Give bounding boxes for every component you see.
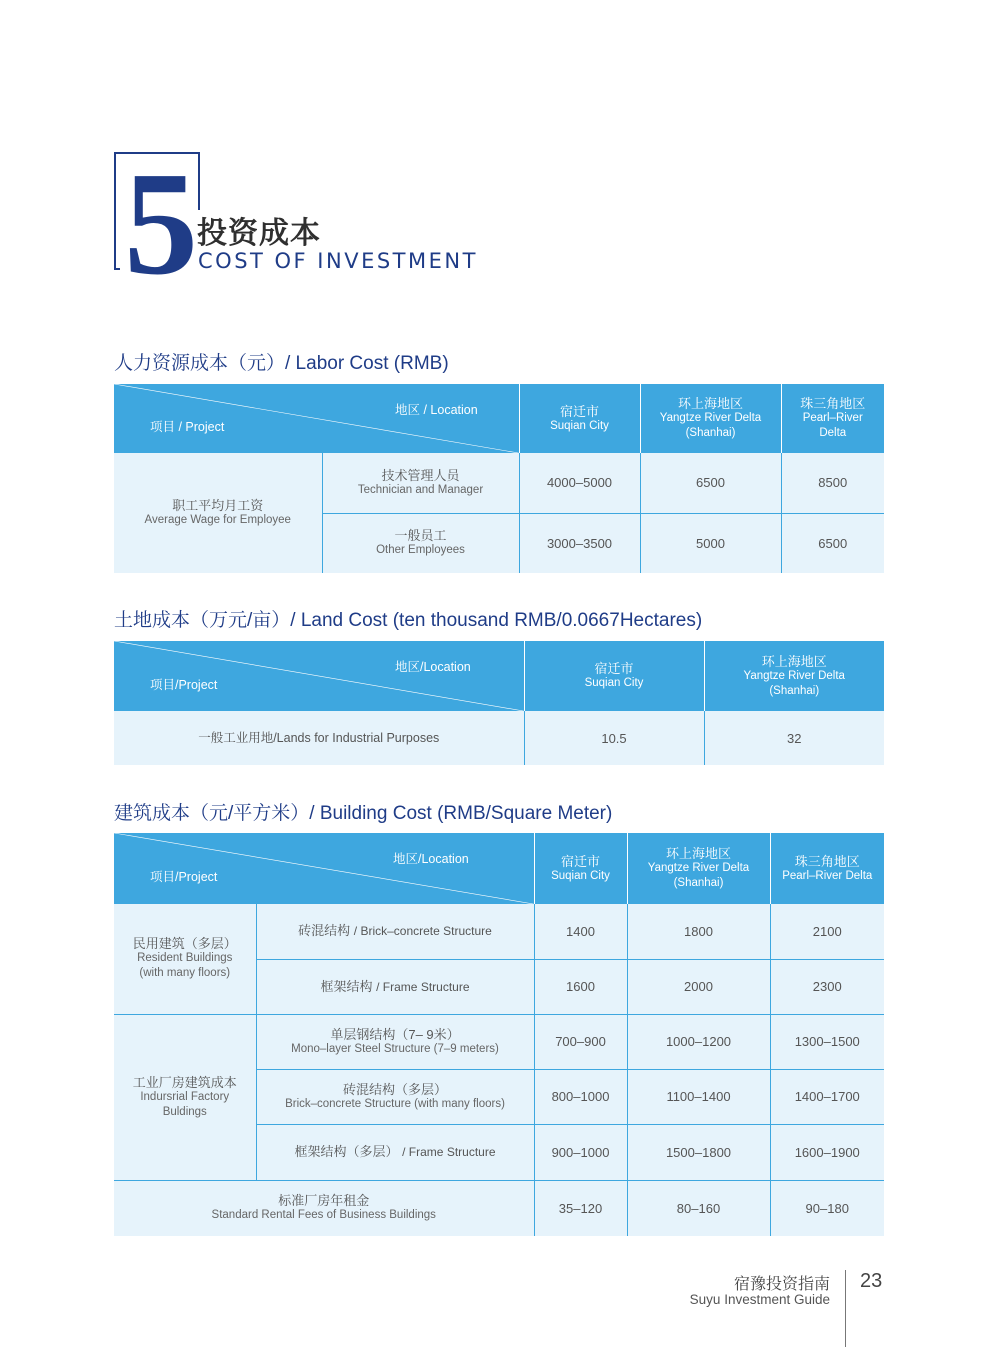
footer-divider xyxy=(845,1270,846,1347)
value-cell: 2000 xyxy=(627,959,770,1014)
value-cell: 35–120 xyxy=(534,1180,627,1236)
value-cell: 2100 xyxy=(770,904,884,959)
building-cost-table xyxy=(114,833,884,1236)
row-label: 一般员工 Other Employees xyxy=(322,513,519,573)
value-cell: 1600 xyxy=(534,959,627,1014)
value-cell: 32 xyxy=(704,711,884,765)
row-label: 标准厂房年租金 Standard Rental Fees of Business Buildings xyxy=(114,1180,534,1236)
row-group-label: 民用建筑（多层） Resident Buildings (with many floors) xyxy=(114,904,256,1014)
table-row xyxy=(114,904,884,959)
col-header-pearl: 珠三角地区 Pearl–River Delta xyxy=(770,833,884,904)
row-group-label: 职工平均月工资 Average Wage for Employee xyxy=(114,453,322,573)
diagonal-line xyxy=(114,384,519,453)
value-cell: 2300 xyxy=(770,959,884,1014)
land-header-diagonal xyxy=(114,641,524,711)
row-label: 砖混结构 / Brick–concrete Structure xyxy=(256,904,534,959)
chapter-title-cn: 投资成本 xyxy=(197,217,321,250)
value-cell: 1400 xyxy=(534,904,627,959)
diagonal-line xyxy=(114,641,524,711)
location-label: 地区/Location xyxy=(395,660,471,674)
value-cell: 800–1000 xyxy=(534,1069,627,1124)
value-cell: 10.5 xyxy=(524,711,704,765)
building-cost-title: 建筑成本（元/平方米）/ Building Cost (RMB/Square Meter) xyxy=(114,803,613,824)
col-header-yangtze: 环上海地区 Yangtze River Delta (Shanhai) xyxy=(704,641,884,711)
building-header-diagonal xyxy=(114,833,534,904)
diagonal-line xyxy=(114,833,534,904)
row-group-label: 工业厂房建筑成本 Indursrial Factory Buldings xyxy=(114,1014,256,1180)
row-label: 技术管理人员 Technician and Manager xyxy=(322,453,519,513)
value-cell: 80–160 xyxy=(627,1180,770,1236)
value-cell: 700–900 xyxy=(534,1014,627,1069)
table-row xyxy=(114,1180,884,1236)
table-row xyxy=(114,453,884,513)
location-label: 地区/Location xyxy=(393,852,469,866)
value-cell: 900–1000 xyxy=(534,1124,627,1180)
location-label: 地区 / Location xyxy=(395,403,478,417)
value-cell: 1300–1500 xyxy=(770,1014,884,1069)
col-header-suqian: 宿迁市 Suqian City xyxy=(524,641,704,711)
footer-title-en: Suyu Investment Guide xyxy=(689,1292,830,1307)
value-cell: 1600–1900 xyxy=(770,1124,884,1180)
table-row xyxy=(114,1014,884,1069)
row-label: 单层钢结构（7– 9米） Mono–layer Steel Structure (7–9 meters) xyxy=(256,1014,534,1069)
row-label: 砖混结构（多层） Brick–concrete Structure (with many floors) xyxy=(256,1069,534,1124)
value-cell: 4000–5000 xyxy=(519,453,640,513)
col-header-pearl: 珠三角地区 Pearl–River Delta xyxy=(781,384,884,453)
row-label: 一般工业用地/Lands for Industrial Purposes xyxy=(114,711,524,765)
value-cell: 6500 xyxy=(781,513,884,573)
col-header-yangtze: 环上海地区 Yangtze River Delta (Shanhai) xyxy=(640,384,781,453)
value-cell: 5000 xyxy=(640,513,781,573)
value-cell: 90–180 xyxy=(770,1180,884,1236)
value-cell: 1800 xyxy=(627,904,770,959)
value-cell: 1000–1200 xyxy=(627,1014,770,1069)
labor-cost-title: 人力资源成本（元）/ Labor Cost (RMB) xyxy=(114,353,449,374)
labor-header-diagonal xyxy=(114,384,519,453)
value-cell: 1400–1700 xyxy=(770,1069,884,1124)
chapter-number: 5 xyxy=(124,142,198,306)
land-cost-title: 土地成本（万元/亩）/ Land Cost (ten thousand RMB/0.0667Hectares) xyxy=(114,610,703,631)
table-row xyxy=(114,711,884,765)
value-cell: 6500 xyxy=(640,453,781,513)
col-header-yangtze: 环上海地区 Yangtze River Delta (Shanhai) xyxy=(627,833,770,904)
col-header-suqian: 宿迁市 Suqian City xyxy=(534,833,627,904)
labor-cost-table xyxy=(114,384,884,573)
footer-title-cn: 宿豫投资指南 xyxy=(733,1276,830,1293)
row-label: 框架结构 / Frame Structure xyxy=(256,959,534,1014)
project-label: 项目/Project xyxy=(150,678,218,692)
value-cell: 1500–1800 xyxy=(627,1124,770,1180)
page-number: 23 xyxy=(860,1270,883,1292)
land-cost-table xyxy=(114,641,884,765)
chapter-title-en: COST OF INVESTMENT xyxy=(198,249,478,273)
project-label: 项目 / Project xyxy=(150,420,225,434)
value-cell: 8500 xyxy=(781,453,884,513)
value-cell: 1100–1400 xyxy=(627,1069,770,1124)
project-label: 项目/Project xyxy=(150,870,218,884)
col-header-suqian: 宿迁市 Suqian City xyxy=(519,384,640,453)
row-label: 框架结构（多层） / Frame Structure xyxy=(256,1124,534,1180)
value-cell: 3000–3500 xyxy=(519,513,640,573)
